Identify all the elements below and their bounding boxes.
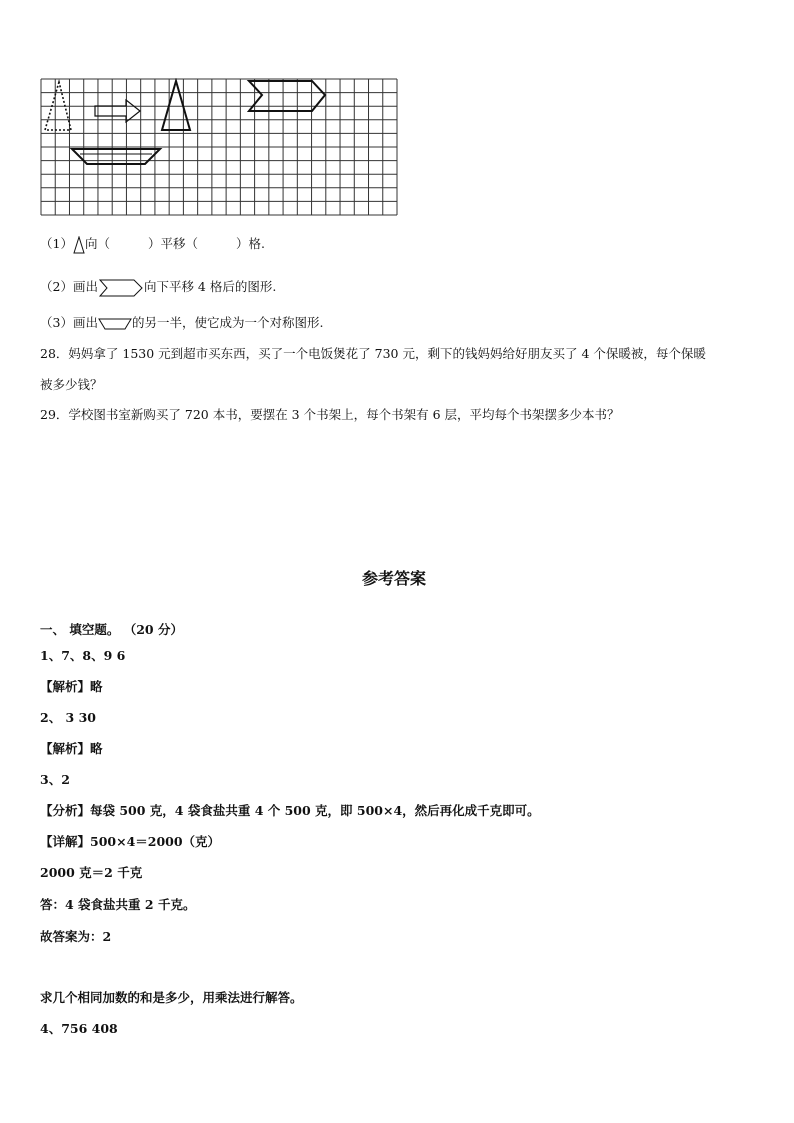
answer-4: 4、756 408 bbox=[40, 1021, 118, 1036]
part1-shift-blank: ）平移（ bbox=[147, 236, 198, 251]
part2-suffix: 向下平移 4 格后的图形. bbox=[143, 279, 277, 294]
q28-line2: 被多少钱？ bbox=[40, 377, 103, 392]
q29-text: 29．学校图书室新购买了 720 本书，要摆在 3 个书架上，每个书架有 6 层，平均每个书架摆多少本书？ bbox=[40, 407, 620, 422]
half-trapezoid-icon bbox=[98, 317, 132, 331]
translation-grid-figure bbox=[40, 78, 398, 216]
q27-part3 bbox=[40, 313, 323, 331]
small-triangle-icon bbox=[73, 236, 85, 254]
answer-2-note: 【解析】略 bbox=[40, 741, 103, 756]
answer-3-analysis: 【分析】每袋 500 克，4 袋食盐共重 4 个 500 克，即 500×4，然后再化成千克即可。 bbox=[40, 803, 540, 818]
answers-title: 参考答案 bbox=[362, 569, 427, 588]
q28-line1: 28．妈妈拿了 1530 元到超市买东西，买了一个电饭煲花了 730 元，剩下的钱妈妈给好朋友买了 4 个保暖被，每个保暖 bbox=[40, 346, 706, 361]
section1-heading: 一、 填空题。 （20 分） bbox=[40, 622, 183, 637]
q27-part1 bbox=[40, 234, 265, 254]
part1-suffix: ）格. bbox=[235, 236, 265, 251]
chevron-icon bbox=[98, 279, 144, 297]
answer-3: 3、2 bbox=[40, 772, 70, 787]
arrow-shape bbox=[95, 100, 140, 122]
part1-direction-blank: 向（ bbox=[84, 236, 110, 251]
q27-part2 bbox=[40, 277, 276, 297]
grid-lines bbox=[41, 79, 397, 215]
answer-3-statement: 答：4 袋食盐共重 2 千克。 bbox=[40, 897, 196, 912]
answer-3-conversion: 2000 克＝2 千克 bbox=[40, 865, 143, 880]
answer-1: 1、7、8、9 6 bbox=[40, 648, 126, 663]
triangle-shape bbox=[162, 81, 190, 130]
answer-3-tip: 求几个相同加数的和是多少，用乘法进行解答。 bbox=[40, 990, 303, 1005]
answer-3-detail: 【详解】500×4＝2000（克） bbox=[40, 834, 221, 849]
half-trapezoid-shape bbox=[72, 149, 160, 164]
part3-prefix: （3）画出 bbox=[40, 315, 98, 330]
part2-prefix: （2）画出 bbox=[40, 279, 98, 294]
answer-3-final: 故答案为：2 bbox=[40, 929, 112, 944]
part3-suffix: 的另一半，使它成为一个对称图形. bbox=[131, 315, 324, 330]
answer-2: 2、 3 30 bbox=[40, 710, 96, 725]
part1-prefix: （1） bbox=[40, 236, 73, 251]
answer-1-note: 【解析】略 bbox=[40, 679, 103, 694]
